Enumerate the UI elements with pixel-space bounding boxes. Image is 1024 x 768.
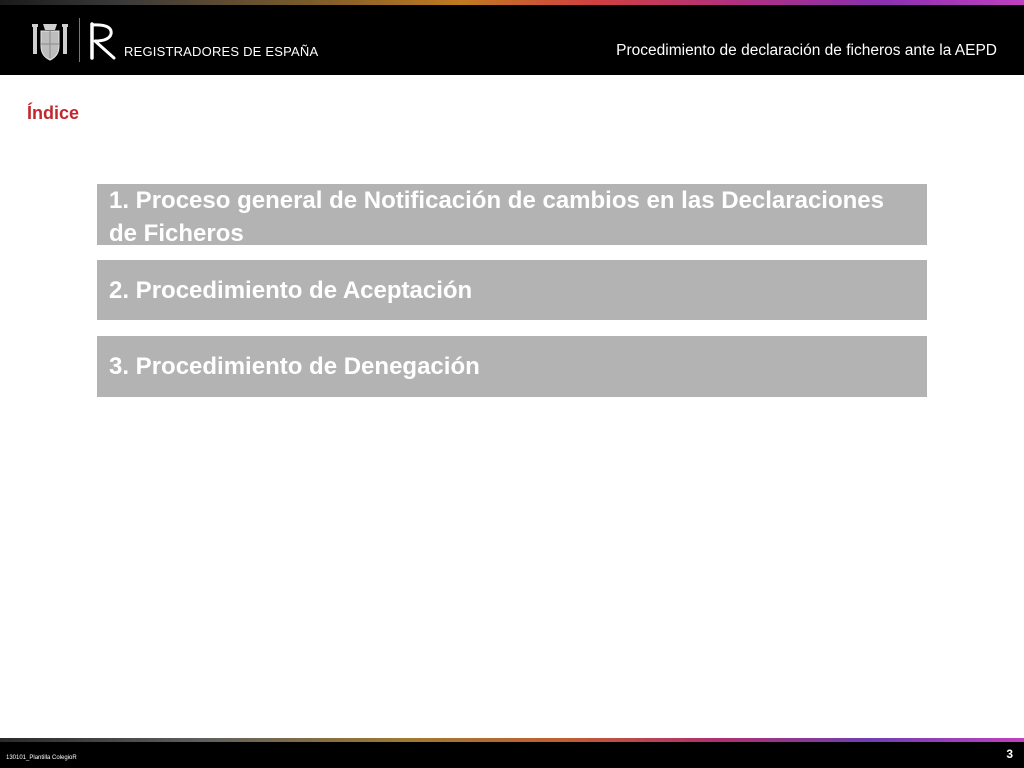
section-label: Índice [27,103,80,123]
coat-of-arms-icon [30,20,70,62]
toc-item-label: 3. Procedimiento de Denegación [109,353,480,380]
document-title: Procedimiento de declaración de ficheros ante la AEPD [616,42,997,59]
brand-name: REGISTRADORES DE ESPAÑA [124,44,319,59]
toc-item-1[interactable] [97,184,927,245]
toc-item-2[interactable] [97,260,927,320]
top-gradient-stripe [0,0,1024,5]
bottom-gradient-stripe [0,738,1024,742]
logo-divider [79,18,80,62]
toc-item-label: 1. Proceso general de Notificación de cambios en las Declaraciones de Ficheros [109,187,884,247]
header-bar [0,0,1024,75]
r-logo-icon [89,22,117,60]
template-name: 130101_Plantilla ColegioR [6,755,77,761]
footer-bar [0,738,1024,768]
page-number: 3 [1006,747,1013,761]
toc-item-label: 2. Procedimiento de Aceptación [109,276,473,304]
toc-item-3[interactable] [97,336,927,397]
